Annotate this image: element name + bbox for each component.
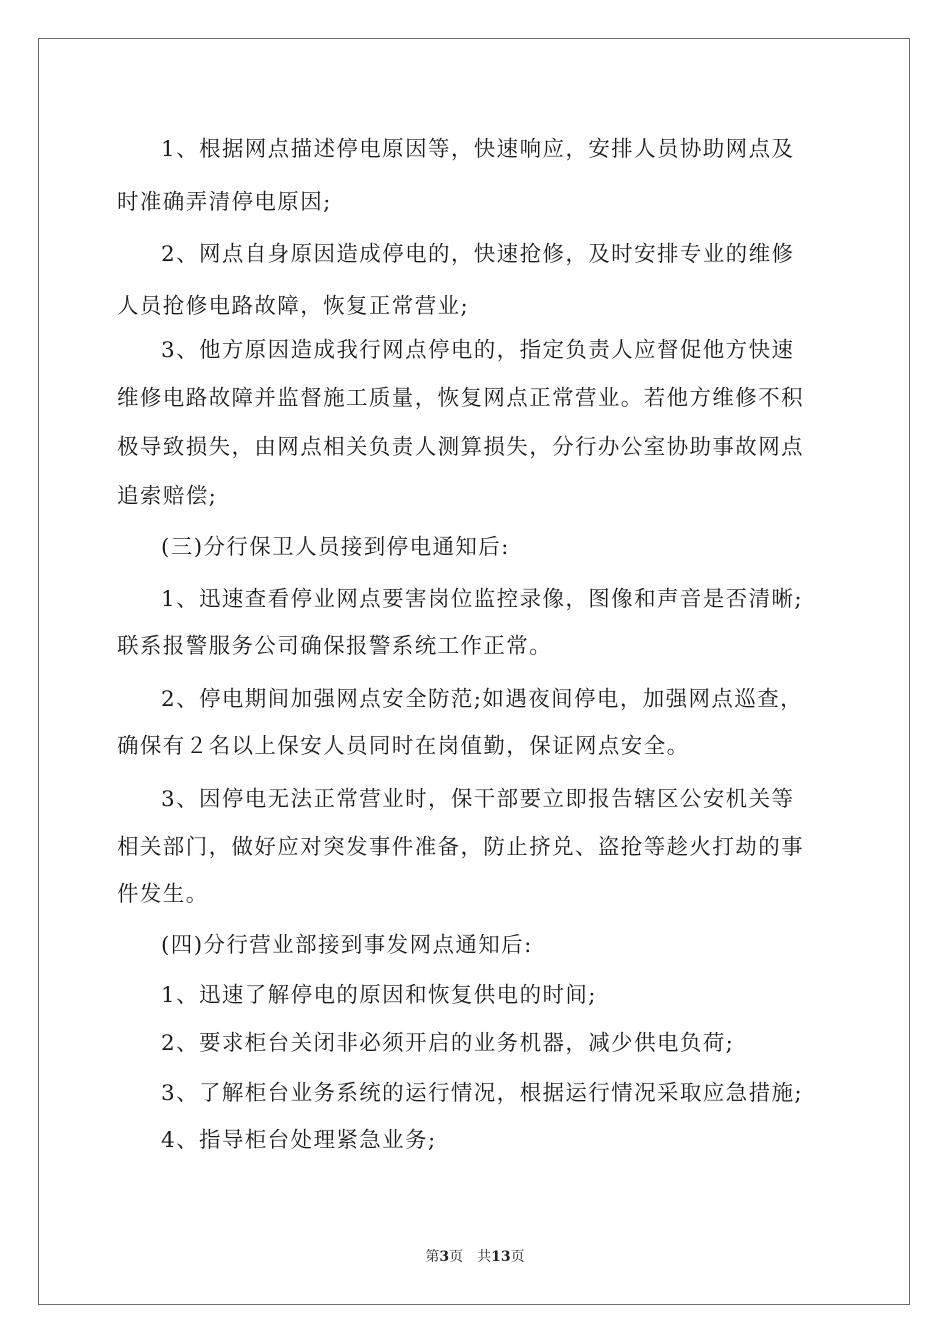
paragraph-line: 1、迅速查看停业网点要害岗位监控录像，图像和声音是否清晰; xyxy=(161,587,804,612)
paragraph-line: 追索赔偿; xyxy=(117,484,218,509)
paragraph-line: 相关部门，做好应对突发事件准备，防止挤兑、盗抢等趁火打劫的事 xyxy=(117,835,805,860)
paragraph-line: 2、要求柜台关闭非必须开启的业务机器，减少供电负荷; xyxy=(161,1031,735,1056)
paragraph-line: 确保有２名以上保安人员同时在岗值勤，保证网点安全。 xyxy=(117,734,690,759)
paragraph-line: 3、因停电无法正常营业时，保干部要立即报告辖区公安机关等 xyxy=(161,787,795,812)
paragraph-line: 2、停电期间加强网点安全防范;如遇夜间停电，加强网点巡查， xyxy=(161,687,804,712)
paragraph-line: 3、了解柜台业务系统的运行情况，根据运行情况采取应急措施; xyxy=(161,1081,804,1106)
paragraph-line: 1、迅速了解停电的原因和恢复供电的时间; xyxy=(161,983,597,1008)
page-suffix: 页 xyxy=(449,1249,464,1265)
paragraph-line: 人员抢修电路故障，恢复正常营业; xyxy=(117,294,470,319)
total-suffix: 页 xyxy=(510,1249,525,1265)
total-prefix: 共 xyxy=(477,1249,492,1265)
page-total: 13 xyxy=(491,1249,511,1265)
paragraph-line: 极导致损失，由网点相关负责人测算损失，分行办公室协助事故网点 xyxy=(117,435,805,460)
page-footer xyxy=(0,1246,950,1266)
page-prefix: 第 xyxy=(425,1249,440,1265)
paragraph-line: 维修电路故障并监督施工质量，恢复网点正常营业。若他方维修不积 xyxy=(117,386,805,411)
paragraph-line: 件发生。 xyxy=(117,882,209,907)
paragraph-line: 2、网点自身原因造成停电的，快速抢修，及时安排专业的维修 xyxy=(161,242,795,267)
page-border xyxy=(38,38,910,1305)
section-heading: (三)分行保卫人员接到停电通知后: xyxy=(161,535,510,560)
page-current: 3 xyxy=(439,1249,450,1265)
paragraph-line: 时准确弄清停电原因; xyxy=(117,190,332,215)
section-heading: (四)分行营业部接到事发网点通知后: xyxy=(161,933,533,958)
paragraph-line: 4、指导柜台处理紧急业务; xyxy=(161,1128,437,1153)
paragraph-line: 1、根据网点描述停电原因等，快速响应，安排人员协助网点及 xyxy=(161,137,795,162)
paragraph-line: 3、他方原因造成我行网点停电的，指定负责人应督促他方快速 xyxy=(161,338,795,363)
paragraph-line: 联系报警服务公司确保报警系统工作正常。 xyxy=(117,634,553,659)
